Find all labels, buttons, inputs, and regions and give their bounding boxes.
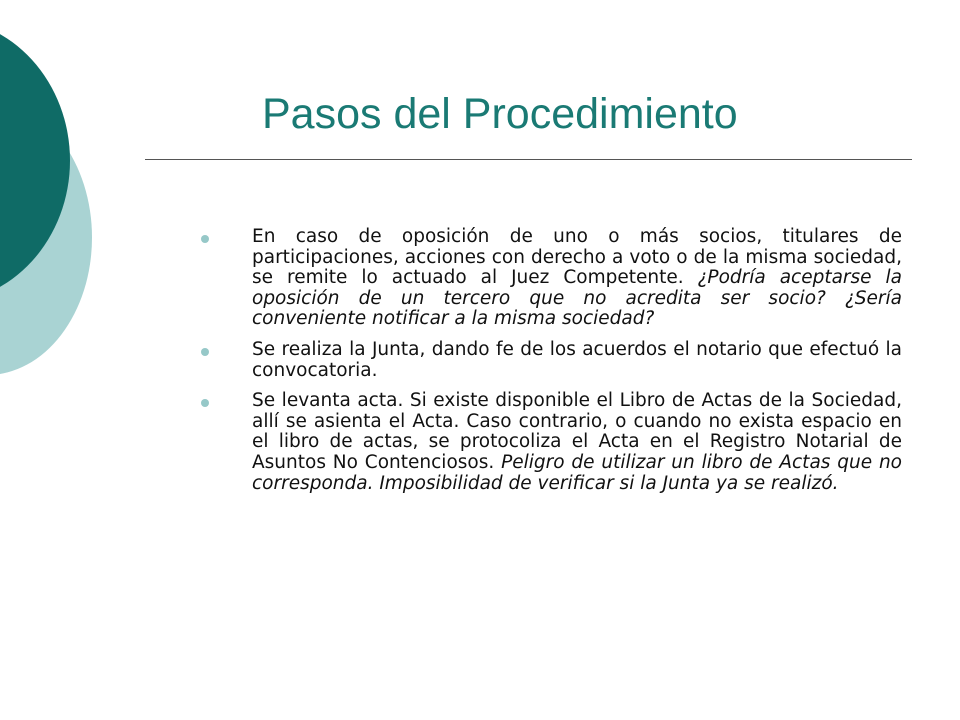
bullet-item xyxy=(200,227,902,330)
bullet-body: En caso de oposición de uno o más socios, titulares de participaciones, acciones con derecho a voto o de la misma sociedad, se remite lo actuado al Juez Competente. xyxy=(252,226,902,289)
bullet-list xyxy=(200,227,902,504)
bullet-dot-icon xyxy=(201,399,209,407)
slide-title: Pasos del Procedimiento xyxy=(262,90,738,138)
bullet-text xyxy=(252,226,902,329)
bullet-item xyxy=(200,340,902,381)
bullet-body: Se levanta acta. Si existe disponible el Libro de Actas de la Sociedad, allí se asienta el Acta. Caso contrario, o cuando no exista espacio en el libro de actas, se protocoliza el Acta en el Registro Notarial de Asuntos No Contenciosos. xyxy=(252,390,902,473)
bullet-question: ¿Podría aceptarse la oposición de un tercero que no acredita ser socio? ¿Sería conveniente notificar a la misma sociedad? xyxy=(252,267,902,330)
bullet-dot-icon xyxy=(201,348,209,356)
bullet-text xyxy=(252,339,902,381)
bullet-note: Peligro de utilizar un libro de Actas que no corresponda. Imposibilidad de verificar si la Junta ya se realizó. xyxy=(252,451,903,494)
title-divider xyxy=(145,159,912,160)
bullet-dot-icon xyxy=(201,235,209,243)
bullet-body: Se realiza la Junta, dando fe de los acuerdos el notario que efectuó la convocatoria. xyxy=(252,338,902,381)
bullet-item xyxy=(200,391,902,494)
bullet-text xyxy=(252,390,902,493)
